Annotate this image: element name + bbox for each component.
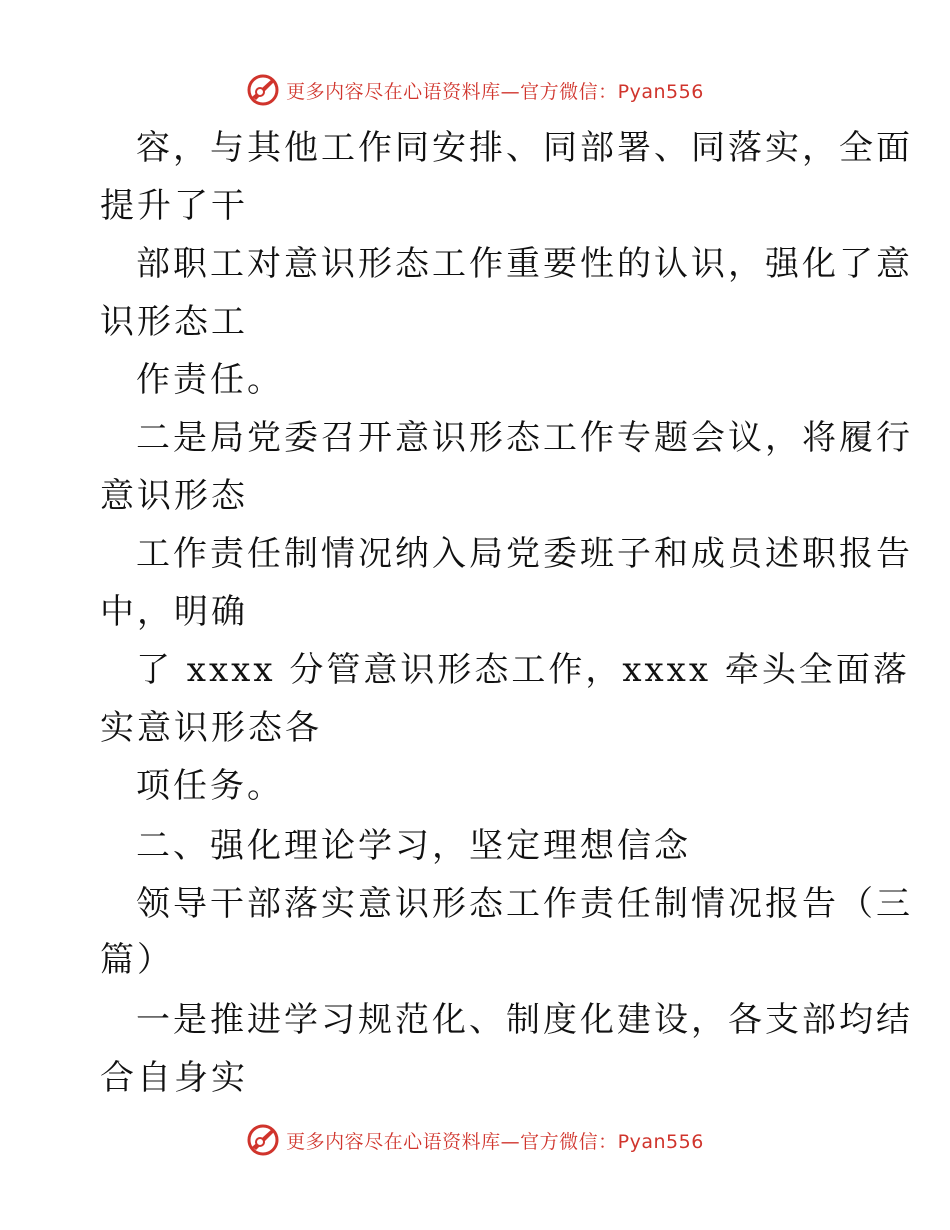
body-line: 领导干部落实意识形态工作责任制情况报告（三 xyxy=(136,884,913,924)
body-line: 容，与其他工作同安排、同部署、同落实，全面 xyxy=(136,128,913,168)
footer-banner xyxy=(0,1120,950,1160)
body-line: 识形态工 xyxy=(100,302,248,342)
body-line: 提升了干 xyxy=(100,186,248,226)
body-line: 合自身实 xyxy=(100,1058,248,1098)
body-line: 部职工对意识形态工作重要性的认识，强化了意 xyxy=(136,244,913,284)
body-line: 了 xxxx 分管意识形态工作，xxxx 牵头全面落 xyxy=(136,650,910,690)
body-line: 实意识形态各 xyxy=(100,708,322,748)
logo-icon xyxy=(246,1123,280,1157)
body-line: 中，明确 xyxy=(100,592,248,632)
logo-icon xyxy=(246,73,280,107)
body-line: 工作责任制情况纳入局党委班子和成员述职报告 xyxy=(136,534,913,574)
header-banner-text: 更多内容尽在心语资料库—官方微信：Pyan556 xyxy=(286,80,704,103)
body-line: 意识形态 xyxy=(100,476,248,516)
body-line: 作责任。 xyxy=(136,360,284,400)
body-line: 二是局党委召开意识形态工作专题会议，将履行 xyxy=(136,418,913,458)
footer-banner-text: 更多内容尽在心语资料库—官方微信：Pyan556 xyxy=(286,1130,704,1153)
body-line: 项任务。 xyxy=(136,766,284,806)
section-heading: 二、强化理论学习，坚定理想信念 xyxy=(136,826,691,866)
body-line: 篇） xyxy=(100,940,174,980)
body-line: 一是推进学习规范化、制度化建设，各支部均结 xyxy=(136,1000,913,1040)
header-banner xyxy=(0,70,950,110)
